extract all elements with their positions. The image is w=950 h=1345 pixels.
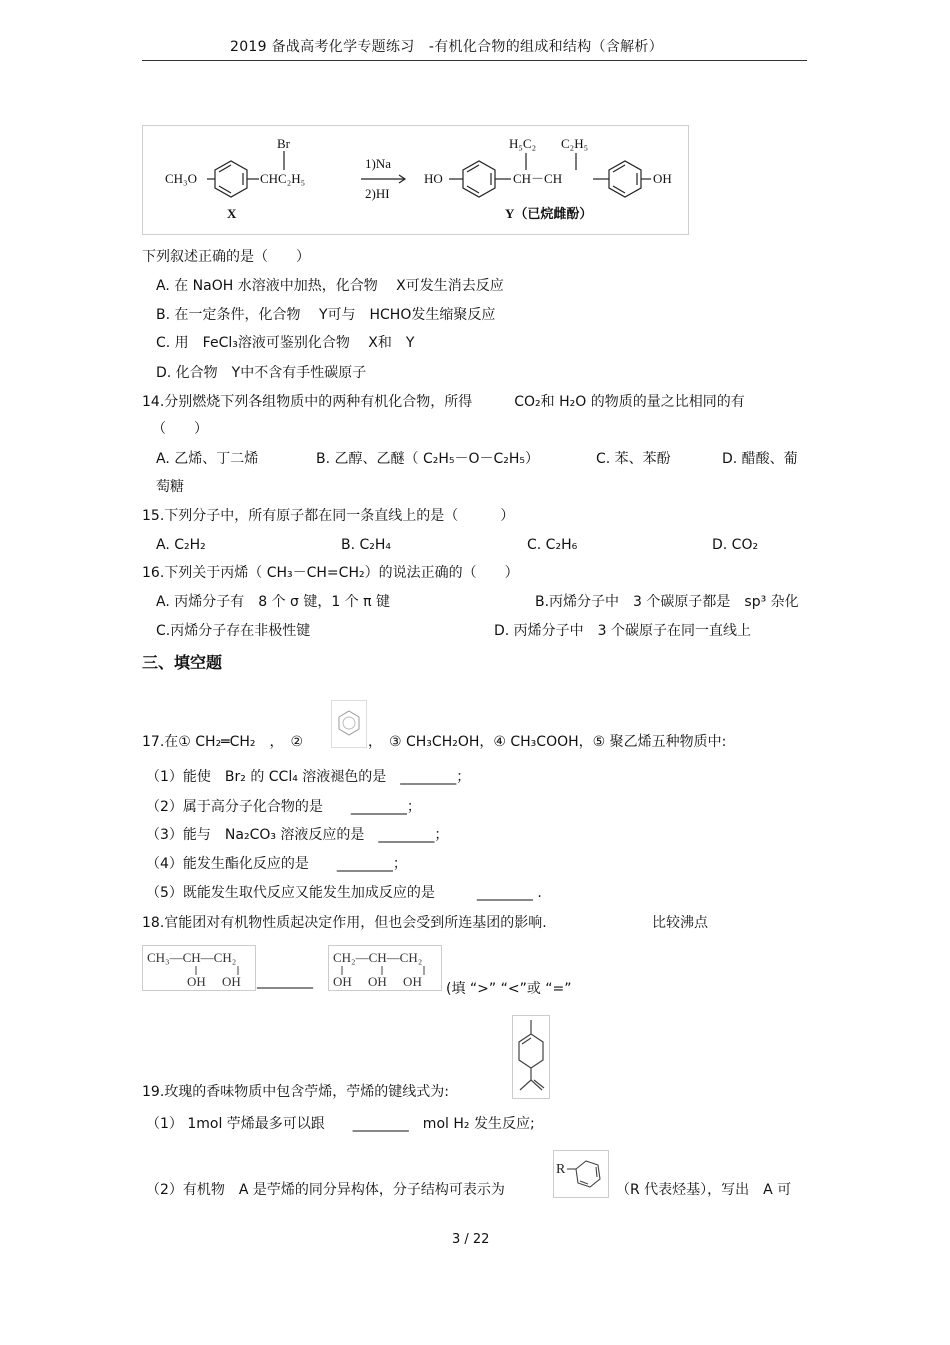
page-header: 2019 备战高考化学专题练习 -有机化合物的组成和结构（含解析） [230, 39, 664, 55]
y-ho-label: HO [424, 171, 443, 186]
q13-stem: 下列叙述正确的是（ ） [142, 249, 310, 265]
q13-option-b: B. 在一定条件，化合物 Y可与 HCHO发生缩聚反应 [156, 307, 496, 323]
triol-structure [328, 945, 442, 991]
q19-stem: 19.玫瑰的香味物质中包含苧烯，苧烯的键线式为: [142, 1084, 449, 1100]
q14-option-c: C. 苯、苯酚 [596, 451, 671, 467]
q17-item-2: （2）属于高分子化合物的是 ________； [146, 799, 421, 815]
y-h5c2-label: H₅C₂ [509, 136, 537, 151]
q16-option-b: B.丙烯分子中 3 个碳原子都是 sp³ 杂化 [535, 594, 799, 610]
triol-svg [329, 946, 441, 990]
q18-stem: 18.官能团对有机物性质起决定作用，但也会受到所连基团的影响. [142, 915, 547, 931]
benzene-figure [331, 700, 367, 748]
q15-option-a: A. C₂H₂ [156, 537, 206, 553]
q17-stem-post: ， ③ CH₃CH₂OH，④ CH₃COOH，⑤ 聚乙烯五种物质中: [368, 734, 727, 750]
x-methoxy-label: CH₃O [165, 171, 197, 186]
benzene-svg [332, 701, 366, 747]
q14-paren: （ ） [152, 421, 208, 437]
q13-option-d: D. 化合物 Y中不含有手性碳原子 [156, 365, 367, 381]
triol-chain: CH₂—CH—CH₂ [333, 950, 423, 965]
q14-option-a: A. 乙烯、丁二烯 [156, 451, 259, 467]
q17-item-3: （3）能与 Na₂CO₃ 溶液反应的是 ________； [146, 827, 449, 843]
q14-stem: 14.分别燃烧下列各组物质中的两种有机化合物，所得 CO₂和 H₂O 的物质的量之比相同的有 [142, 394, 745, 410]
y-c2h5-label: C₂H₅ [561, 136, 589, 151]
q14-option-d-cont: 萄糖 [156, 479, 184, 495]
diol-chain: CH₃—CH—CH₂ [147, 950, 237, 965]
q19-item-2-pre: （2）有机物 A 是苧烯的同分异构体，分子结构可表示为 [146, 1182, 505, 1198]
y-oh-label: OH [653, 171, 672, 186]
q16-option-a: A. 丙烯分子有 8 个 σ 键，1 个 π 键 [156, 594, 391, 610]
q16-option-d: D. 丙烯分子中 3 个碳原子在同一直线上 [494, 623, 752, 639]
q17-item-5: （5）既能发生取代反应又能发生加成反应的是 ________ . [146, 885, 542, 901]
q15-option-d: D. CO₂ [712, 537, 759, 553]
triol-oh: OH OH OH [333, 974, 422, 989]
section-heading: 三、填空题 [142, 653, 223, 672]
q19-item-2-post: （R 代表烃基），写出 A 可 [616, 1182, 792, 1198]
reagent-step1: 1)Na [365, 156, 391, 171]
q15-option-c: C. C₂H₆ [527, 537, 578, 553]
q17-item-1: （1）能使 Br₂ 的 CCl₄ 溶液褪色的是 ________； [146, 769, 471, 785]
r-benzene-svg [554, 1151, 608, 1197]
reaction-scheme-figure [142, 125, 689, 235]
q13-option-c: C. 用 FeCl₃溶液可鉴别化合物 X和 Y [156, 335, 415, 351]
q14-option-b: B. 乙醇、乙醚（ C₂H₅－O－C₂H₅） [316, 451, 540, 467]
x-br-label: Br [277, 136, 290, 151]
q13-option-a: A. 在 NaOH 水溶液中加热，化合物 X可发生消去反应 [156, 278, 504, 294]
q18-blank: ________ [257, 973, 313, 989]
r-label: R [556, 1162, 566, 1177]
q19-item-1: （1） 1mol 苧烯最多可以跟 ________ mol H₂ 发生反应; [146, 1116, 535, 1132]
q18-compare: 比较沸点 [652, 915, 708, 931]
q16-option-c: C.丙烯分子存在非极性键 [156, 623, 311, 639]
q14-option-d: D. 醋酸、葡 [722, 451, 798, 467]
y-chch-label: CH－CH [513, 171, 563, 186]
diol-oh: OH OH [187, 974, 241, 989]
reaction-scheme-svg [143, 126, 688, 234]
q17-item-4: （4）能发生酯化反应的是 ________； [146, 856, 407, 872]
header-rule [142, 60, 807, 61]
limonene-figure [512, 1015, 550, 1099]
limonene-svg [513, 1016, 549, 1098]
q16-stem: 16.下列关于丙烯（ CH₃－CH=CH₂）的说法正确的（ ） [142, 565, 519, 581]
q17-stem-pre: 17.在① CH₂═CH₂ ， ② [142, 734, 304, 750]
label-y: Y（已烷雌酚） [505, 206, 593, 221]
reagent-step2: 2)HI [365, 186, 390, 201]
q15-option-b: B. C₂H₄ [341, 537, 392, 553]
q15-stem: 15.下列分子中，所有原子都在同一条直线上的是（ ） [142, 508, 515, 524]
diol-structure [142, 945, 256, 991]
r-benzene-figure [553, 1150, 609, 1198]
label-x: X [227, 206, 237, 221]
x-chc2h5-label: CHC₂H₅ [260, 171, 306, 186]
page-number: 3 / 22 [452, 1232, 490, 1247]
diol-svg [143, 946, 255, 990]
q18-fill-hint: (填 “>” “<”或 “=” [446, 981, 572, 997]
